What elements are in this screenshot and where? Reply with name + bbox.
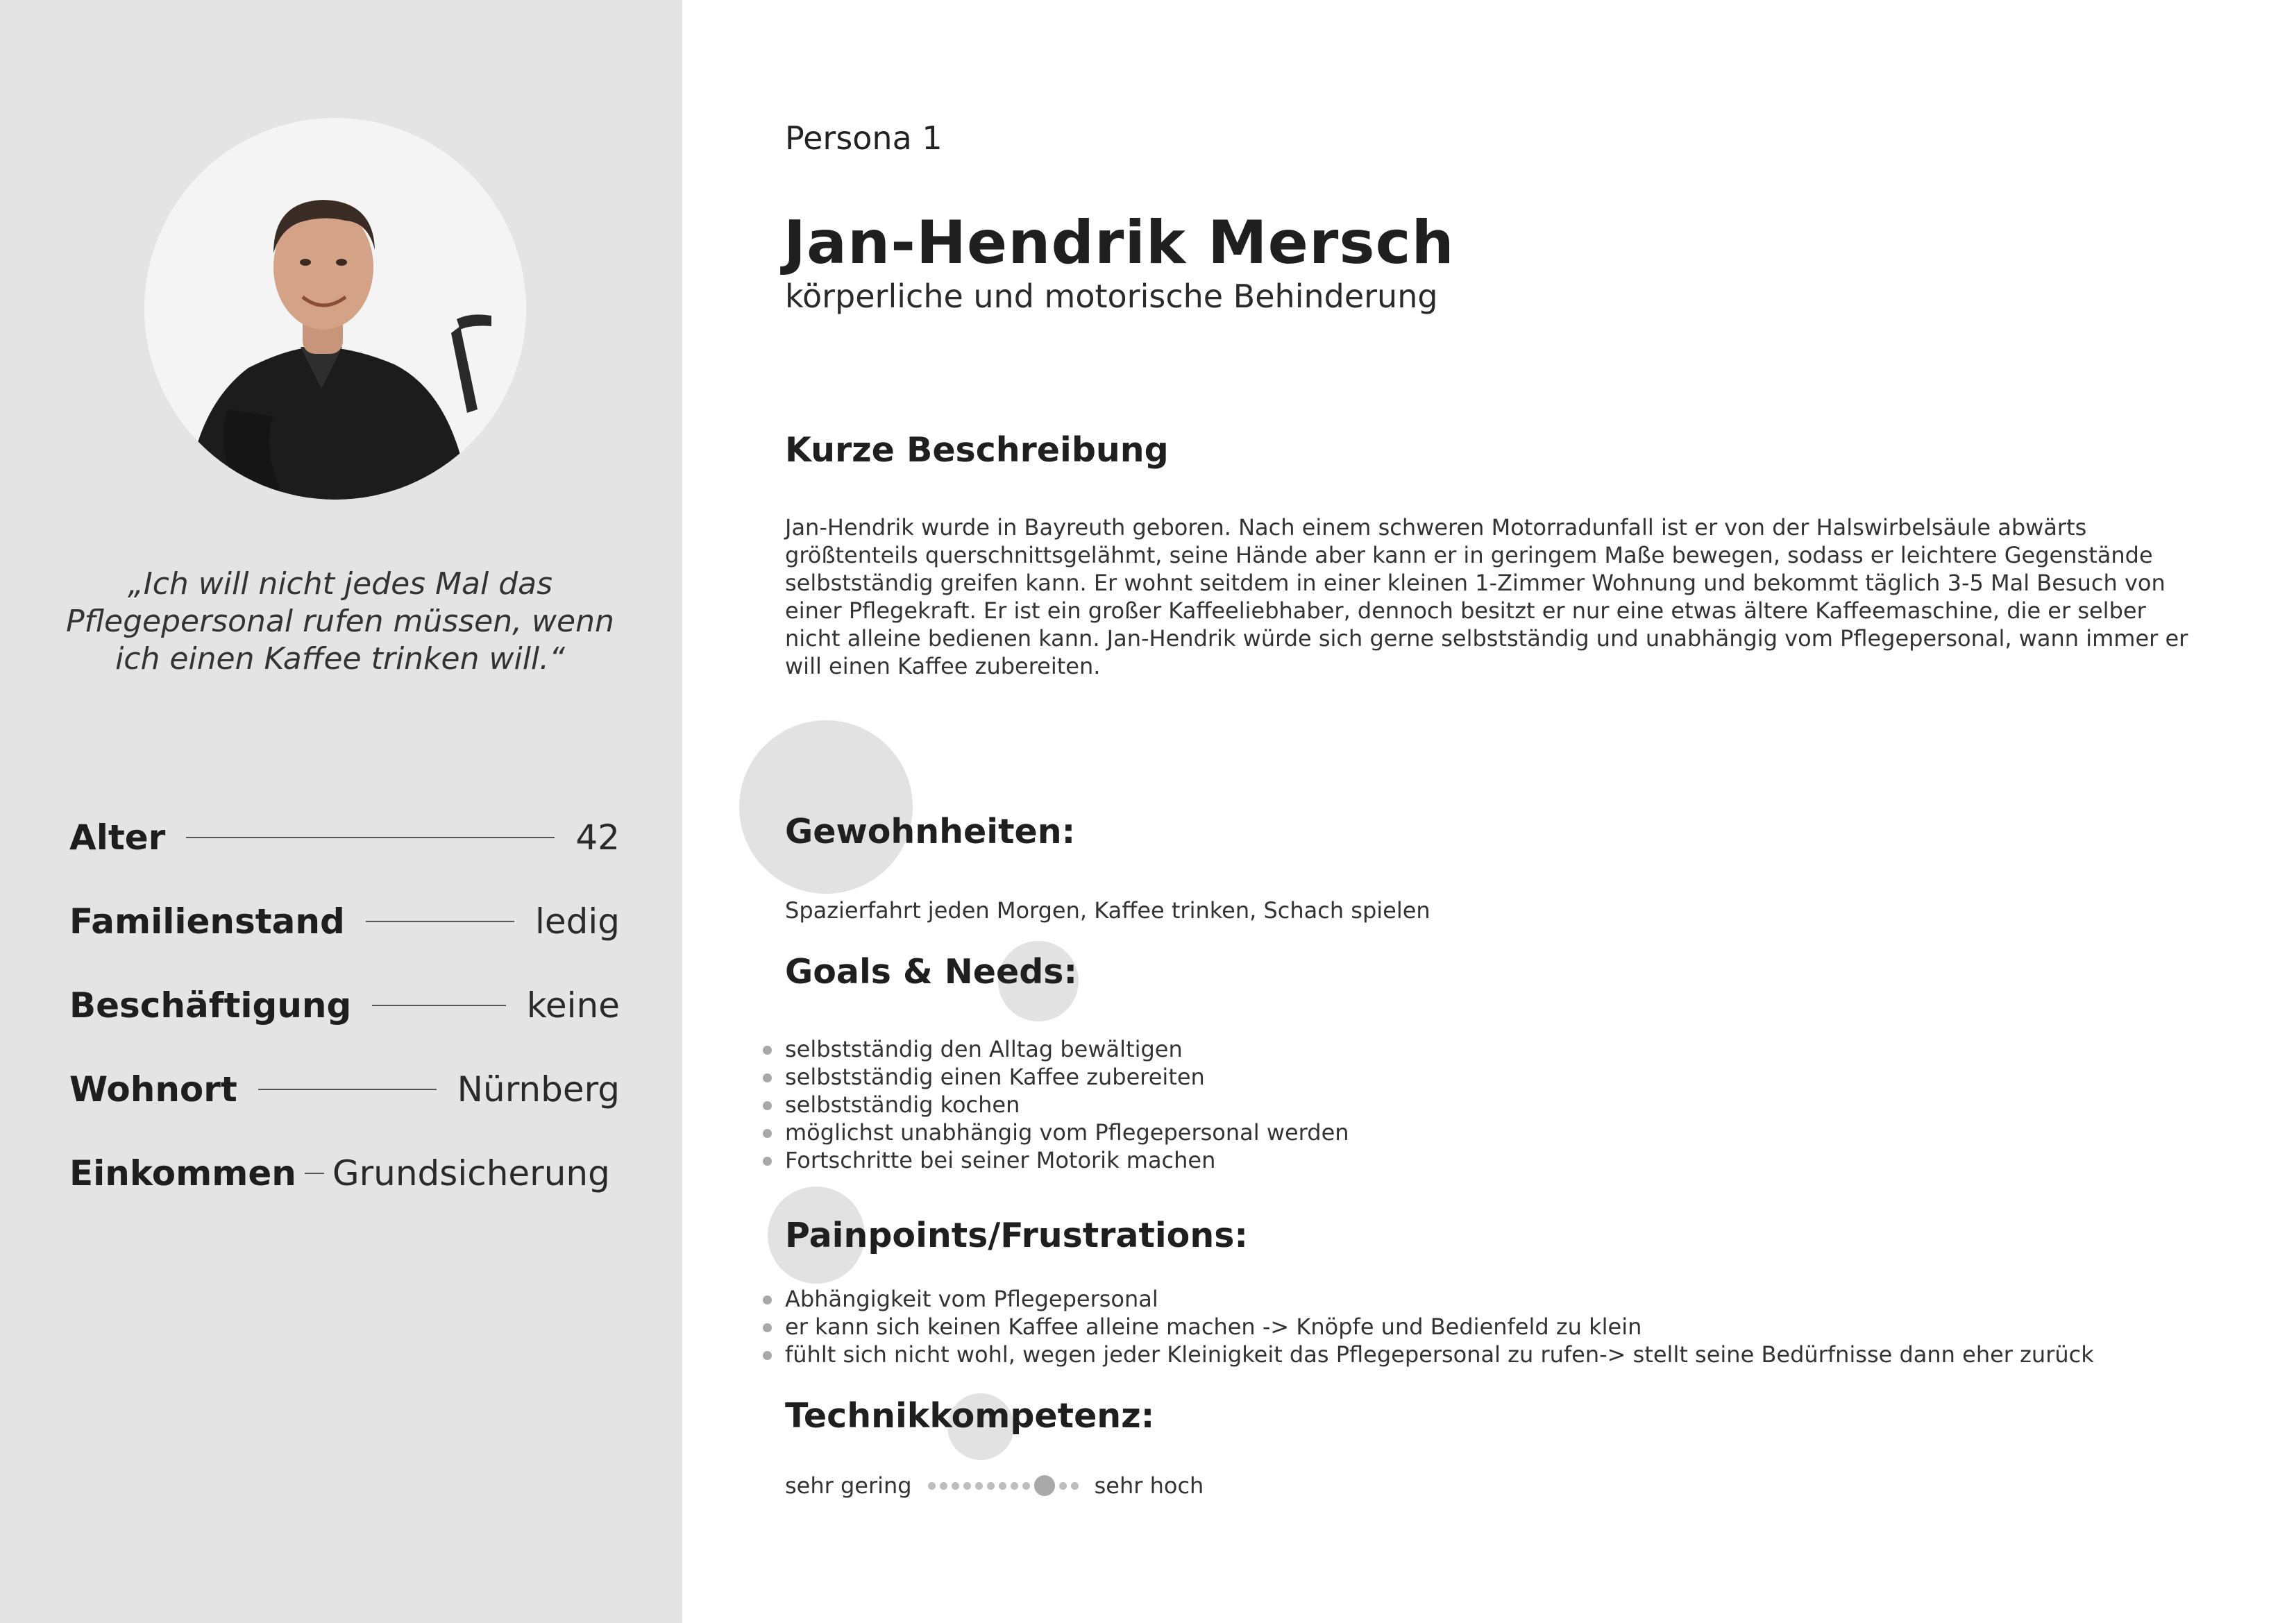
bullet-icon — [763, 1323, 772, 1332]
fact-label: Familienstand — [69, 901, 345, 942]
fact-value: Grundsicherung — [332, 1153, 610, 1193]
persona-subtitle: körperliche und motorische Behinderung — [785, 278, 1438, 315]
fact-label: Einkommen — [69, 1153, 296, 1193]
scale-dot — [1022, 1482, 1030, 1490]
fact-income — [69, 1149, 620, 1198]
scale-dot — [928, 1482, 936, 1490]
fact-label: Alter — [69, 817, 166, 858]
list-item: selbstständig einen Kaffee zubereiten — [785, 1063, 1349, 1091]
bullet-icon — [763, 1046, 772, 1055]
persona-number: Persona 1 — [785, 119, 943, 157]
person-photo-illustration — [144, 118, 526, 500]
scale-dot-selected — [1034, 1475, 1055, 1496]
fact-label: Wohnort — [69, 1069, 237, 1110]
fact-age — [69, 813, 620, 862]
main-content — [682, 0, 2296, 1623]
scale-dot — [1011, 1482, 1018, 1490]
scale-high-label: sehr hoch — [1094, 1472, 1204, 1499]
fact-occupation — [69, 981, 620, 1030]
sidebar — [0, 0, 682, 1623]
fact-label: Beschäftigung — [69, 985, 352, 1026]
bullet-icon — [763, 1101, 772, 1110]
fact-value: ledig — [534, 901, 620, 942]
fact-value: Nürnberg — [457, 1069, 620, 1110]
bullet-icon — [763, 1295, 772, 1305]
description-text: Jan-Hendrik wurde in Bayreuth geboren. Nach einem schweren Motorradunfall ist er von der Halswirbelsäule abwärts größtenteils querschnittsgelähmt, seine Hände aber kann er in geringem Maße bewegen, sodass er leichtere Gegenstände selbstständig greifen kann. Er wohnt seitdem in einer kleinen 1-Zimmer Wohnung und bekommt täglich 3-5 Mal Besuch von einer Pflegekraft. Er ist ein großer Kaffeeliebhaber, dennoch besitzt er nur eine etwas ältere Kaffeemaschine, die er selber nicht alleine bedienen kann. Jan-Hendrik würde sich gerne selbstständig und unabhängig vom Pflegepersonal, wann immer er will einen Kaffee zubereiten. — [785, 514, 2188, 679]
fact-residence — [69, 1065, 620, 1114]
scale-low-label: sehr gering — [785, 1472, 912, 1499]
divider-line — [372, 1005, 505, 1006]
list-item: selbstständig kochen — [785, 1091, 1349, 1119]
list-item: Fortschritte bei seiner Motorik machen — [785, 1146, 1349, 1174]
habits-heading: Gewohnheiten: — [785, 812, 1076, 851]
scale-dot — [987, 1482, 995, 1490]
scale-dot — [975, 1482, 983, 1490]
tech-competence-scale — [785, 1472, 1204, 1499]
divider-line — [186, 837, 555, 838]
persona-quote: „Ich will nicht jedes Mal das Pflegepersonal rufen müssen, wenn ich einen Kaffee trinken will.“ — [66, 566, 614, 677]
painpoints-list — [785, 1285, 2094, 1368]
list-item: fühlt sich nicht wohl, wegen jeder Kleinigkeit das Pflegepersonal zu rufen-> stellt seine Bedürfnisse dann eher zurück — [785, 1341, 2094, 1368]
painpoints-heading: Painpoints/Frustrations: — [785, 1216, 1248, 1255]
list-item: selbstständig den Alltag bewältigen — [785, 1035, 1349, 1063]
avatar-photo — [144, 118, 526, 500]
scale-dot — [940, 1482, 947, 1490]
tech-heading: Technikkompetenz: — [785, 1396, 1155, 1436]
fact-value: keine — [526, 985, 620, 1026]
divider-line — [366, 921, 514, 922]
goals-heading: Goals & Needs: — [785, 952, 1078, 992]
fact-value: 42 — [575, 817, 620, 858]
divider-line — [258, 1089, 437, 1090]
scale-dot — [952, 1482, 959, 1490]
list-item: er kann sich keinen Kaffee alleine machen -> Knöpfe und Bedienfeld zu klein — [785, 1313, 2094, 1341]
decorative-circle — [739, 720, 913, 894]
scale-dots — [926, 1475, 1081, 1496]
scale-dot — [1071, 1482, 1079, 1490]
scale-dot — [1059, 1482, 1067, 1490]
fact-marital-status — [69, 897, 620, 946]
scale-dot — [963, 1482, 971, 1490]
habits-text: Spazierfahrt jeden Morgen, Kaffee trinken, Schach spielen — [785, 897, 1430, 924]
divider-line — [305, 1173, 324, 1174]
scale-dot — [999, 1482, 1006, 1490]
bullet-icon — [763, 1073, 772, 1082]
bullet-icon — [763, 1351, 772, 1360]
bullet-icon — [763, 1129, 772, 1138]
persona-name: Jan-Hendrik Mersch — [784, 208, 1455, 278]
goals-list — [785, 1035, 1349, 1174]
description-heading: Kurze Beschreibung — [785, 430, 1169, 470]
list-item: möglichst unabhängig vom Pflegepersonal werden — [785, 1119, 1349, 1146]
list-item: Abhängigkeit vom Pflegepersonal — [785, 1285, 2094, 1313]
bullet-icon — [763, 1157, 772, 1166]
